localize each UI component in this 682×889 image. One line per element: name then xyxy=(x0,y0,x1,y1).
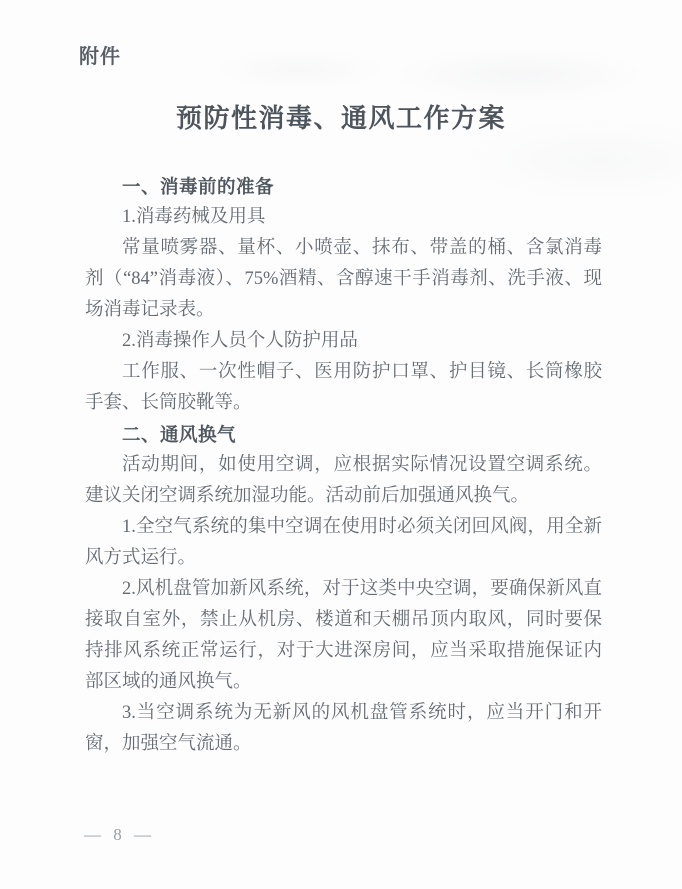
body-paragraph: 工作服、一次性帽子、医用防护口罩、护目镜、长筒橡胶手套、长筒胶靴等。 xyxy=(85,362,602,413)
body-paragraph: 常量喷雾器、量杯、小喷壶、抹布、带盖的桶、含氯消毒剂（“84”消毒液）、75%酒精、含醇速干手消毒剂、洗手液、现场消毒记录表。 xyxy=(85,238,602,320)
page-number: — 8 — xyxy=(84,825,155,844)
body-paragraph: 1.消毒药械及用具 xyxy=(122,207,266,227)
body-paragraph: 活动期间，如使用空调，应根据实际情况设置空调系统。建议关闭空调系统加湿功能。活动前后加强通风换气。 xyxy=(85,455,602,506)
document-body xyxy=(85,171,602,760)
section-heading: 一、消毒前的准备 xyxy=(122,176,275,197)
document-title: 预防性消毒、通风工作方案 xyxy=(175,104,506,133)
attachment-label: 附件 xyxy=(79,46,121,68)
section-heading: 二、通风换气 xyxy=(122,424,237,445)
body-paragraph: 3.当空调系统为无新风的风机盘管系统时，应当开门和开窗，加强空气流通。 xyxy=(85,703,602,754)
body-paragraph: 2.消毒操作人员个人防护用品 xyxy=(122,331,358,351)
body-paragraph: 2.风机盘管加新风系统，对于这类中央空调，要确保新风直接取自室外，禁止从机房、楼道和天棚吊顶内取风，同时要保持排风系统正常运行，对于大进深房间，应当采取措施保证内部区域的通风换气。 xyxy=(85,579,602,692)
body-paragraph: 1.全空气系统的集中空调在使用时必须关闭回风阀，用全新风方式运行。 xyxy=(85,517,602,568)
